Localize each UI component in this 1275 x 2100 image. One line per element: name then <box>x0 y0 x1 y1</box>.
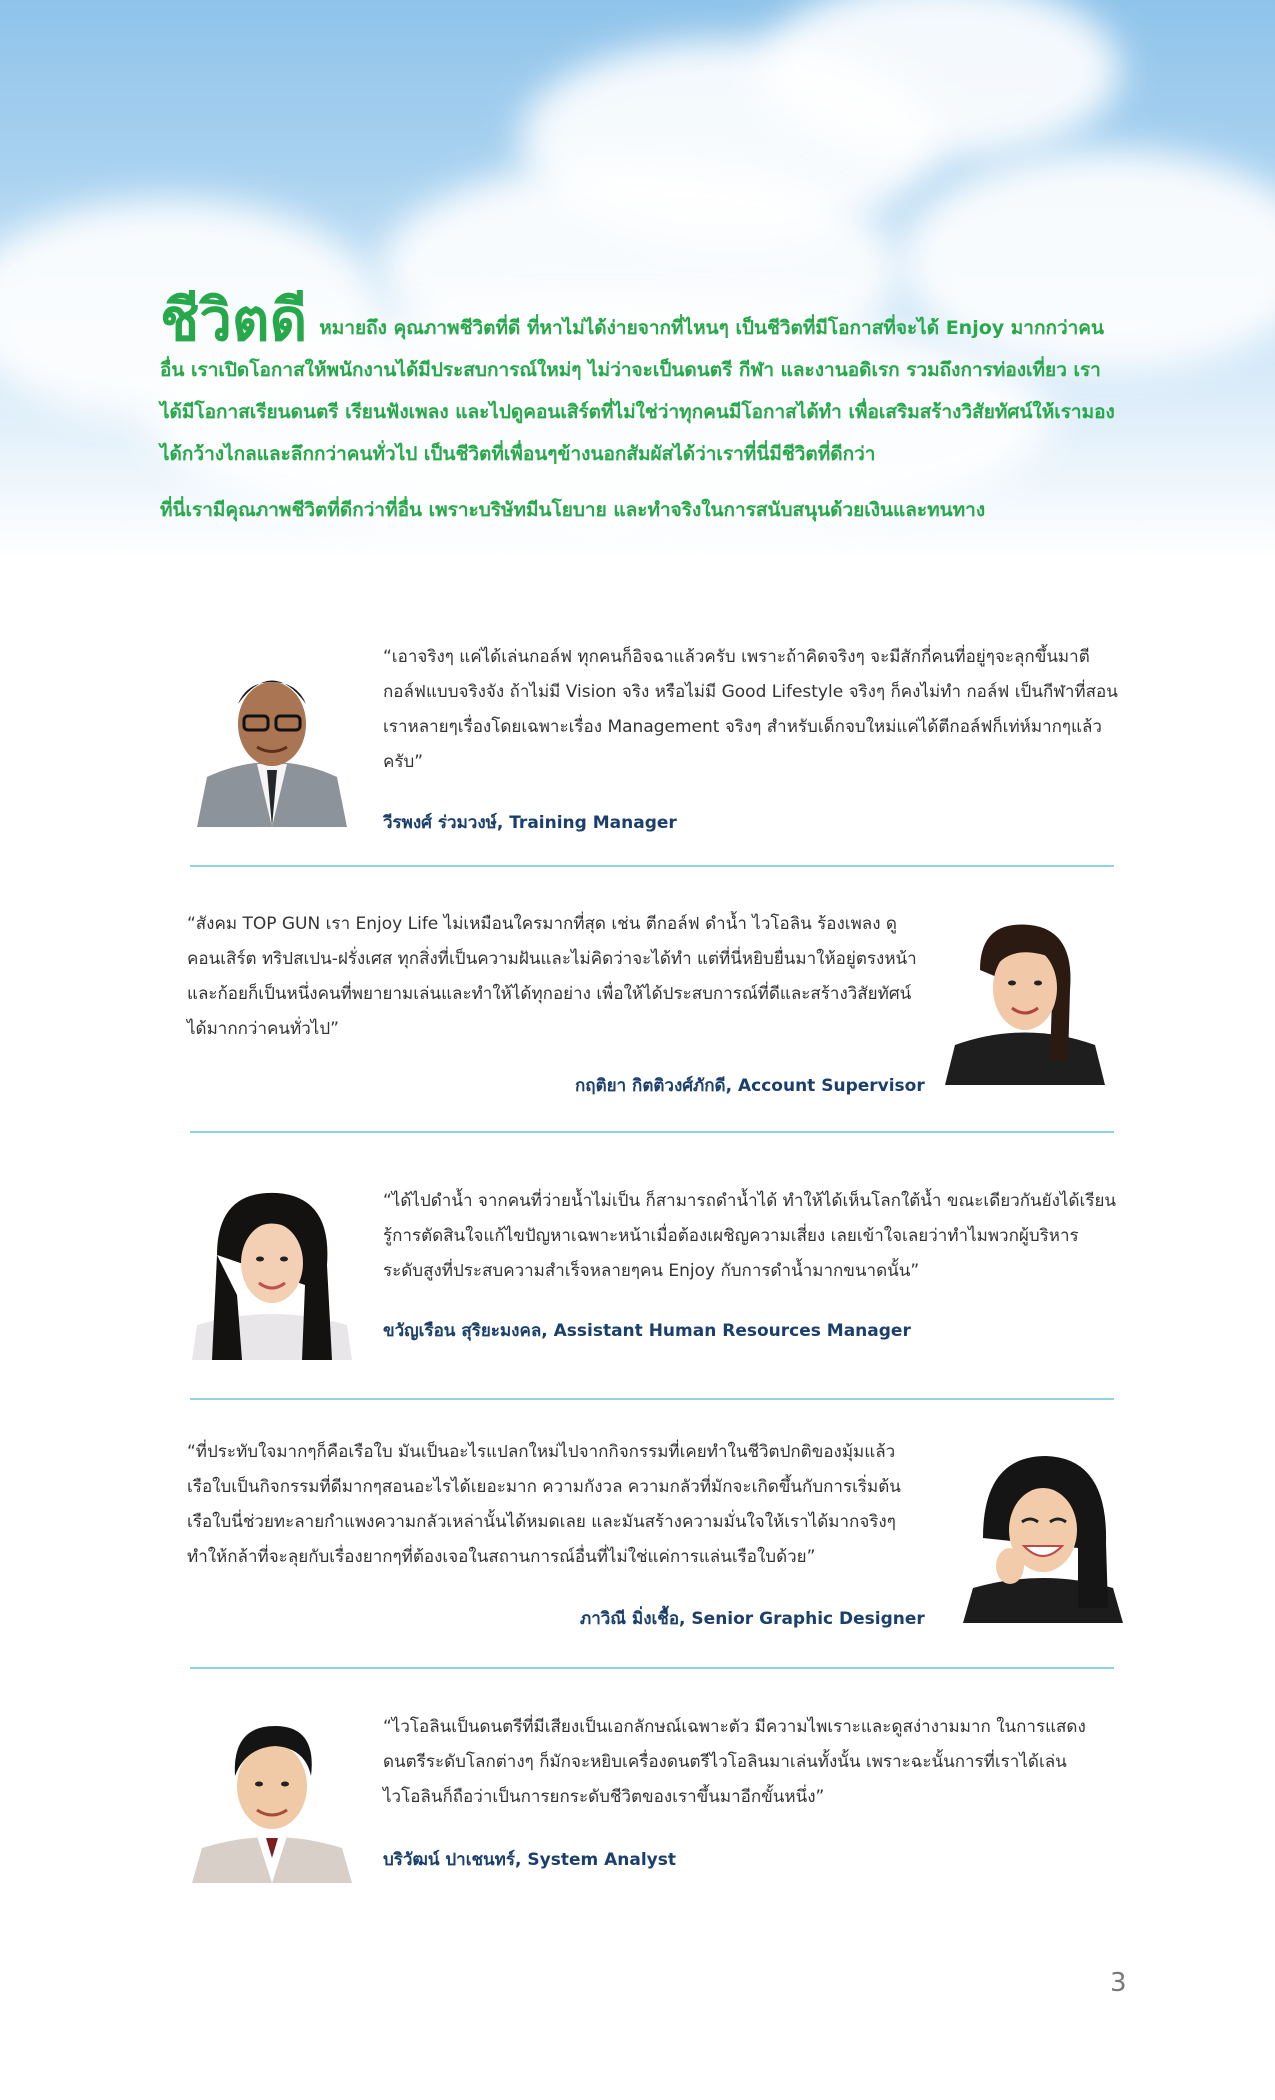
intro-text-1: หมายถึง คุณภาพชีวิตที่ดี ที่หาไม่ได้ง่ายจากที่ไหนๆ เป็นชีวิตที่มีโอกาสที่จะได้ Enjoy มากกว่าคนอื่น เราเปิดโอกาสให้พนักงานได้มีประสบการณ์ใหม่ๆ ไม่ว่าจะเป็นดนตรี กีฬา และงานอดิเรก รวมถึงการท่องเที่ยว เราได้มีโอกาสเรียนดนตรี เรียนฟังเพลง และไปดูคอนเสิร์ตที่ไม่ใช่ว่าทุกคนมีโอกาสได้ทำ เพื่อเสริมสร้างวิสัยทัศน์ให้เรามองได้กว้างไกลและลึกกว่าคนทั่วไป เป็นชีวิตที่เพื่อนๆข้างนอกสัมผัสได้ว่าเราที่นี่มีชีวิตที่ดีกว่า <box>160 317 1115 465</box>
quote-3: “ได้ไปดำน้ำ จากคนที่ว่ายน้ำไม่เป็น ก็สามารถดำน้ำได้ ทำให้ได้เห็นโลกใต้น้ำ ขณะเดียวกันยังได้เรียนรู้การตัดสินใจแก้ไขปัญหาเฉพาะหน้าเมื่อต้องเผชิญความเสี่ยง เลยเข้าใจเลยว่าทำไมพวกผู้บริหารระดับสูงที่ประสบความสำเร็จหลายๆคน Enjoy กับการดำน้ำมากขนาดนั้น” <box>383 1191 1117 1281</box>
author-1: วีรพงศ์ ร่วมวงษ์, Training Manager <box>383 813 677 833</box>
photo-hr-manager <box>187 1185 357 1360</box>
author-3: ขวัญเรือน สุริยะมงคล, Assistant Human Resources Manager <box>383 1321 911 1341</box>
page-title: ชีวิตดี <box>160 286 308 354</box>
quote-4: “ที่ประทับใจมากๆก็คือเรือใบ มันเป็นอะไรแปลกใหม่ไปจากกิจกรรมที่เคยทำในชีวิตปกติของมุ้มแล้ว เรือใบเป็นกิจกรรมที่ดีมากๆสอนอะไรได้เยอะมาก ความกังวล ความกลัวที่มักจะเกิดขึ้นกับการเริ่มต้น เรือใบนี่ช่วยทะลายกำแพงความกลัวเหล่านั้นได้หมดเลย และมันสร้างความมั่นใจให้เราได้มากจริงๆ ทำให้กล้าที่จะลุยกับเรื่องยากๆที่ต้องเจอในสถานการณ์อื่นที่ไม่ใช่แค่การแล่นเรือใบด้วย” <box>187 1442 901 1567</box>
photo-graphic-designer <box>958 1448 1128 1623</box>
photo-training-manager <box>187 652 357 827</box>
divider <box>190 865 1114 867</box>
photo-account-supervisor <box>940 910 1110 1085</box>
author-2: กฤติยา กิตติวงศ์ภักดี, Account Supervisor <box>575 1076 925 1096</box>
divider <box>190 1667 1114 1669</box>
quote-1: “เอาจริงๆ แค่ได้เล่นกอล์ฟ ทุกคนก็อิจฉาแล้วครับ เพราะถ้าคิดจริงๆ จะมีสักกี่คนที่อยู่ๆจะลุกขึ้นมาตีกอล์ฟแบบจริงจัง ถ้าไม่มี Vision จริง หรือไม่มี Good Lifestyle จริงๆ ก็คงไม่ทำ กอล์ฟ เป็นกีฬาที่สอนเราหลายๆเรื่องโดยเฉพาะเรื่อง Management จริงๆ สำหรับเด็กจบใหม่แค่ได้ตีกอล์ฟก็เท่ห์มากๆแล้วครับ” <box>383 647 1118 772</box>
author-5: บริวัฒน์ ปาเชนทร์, System Analyst <box>383 1850 677 1870</box>
photo-system-analyst <box>187 1708 357 1883</box>
divider <box>190 1131 1114 1133</box>
divider <box>190 1398 1114 1400</box>
intro-text-2: ที่นี่เรามีคุณภาพชีวิตที่ดีกว่าที่อื่น เพราะบริษัทมีนโยบาย และทำจริงในการสนับสนุนด้วยเงินและทนทาง <box>160 499 986 521</box>
author-4: ภาวิณี มิ่งเชื้อ, Senior Graphic Designer <box>580 1609 925 1629</box>
quote-5: “ไวโอลินเป็นดนตรีที่มีเสียงเป็นเอกลักษณ์เฉพาะตัว มีความไพเราะและดูสง่างามมาก ในการแสดงดนตรีระดับโลกต่างๆ ก็มักจะหยิบเครื่องดนตรีไวโอลินมาเล่นทั้งนั้น เพราะฉะนั้นการที่เราได้เล่นไวโอลินก็ถือว่าเป็นการยกระดับชีวิตของเราขึ้นมาอีกขั้นหนึ่ง” <box>383 1717 1086 1807</box>
intro-section <box>160 286 1120 527</box>
quote-2: “สังคม TOP GUN เรา Enjoy Life ไม่เหมือนใครมากที่สุด เช่น ตีกอล์ฟ ดำน้ำ ไวโอลิน ร้องเพลง ดูคอนเสิร์ต ทริปสเปน-ฝรั่งเศส ทุกสิ่งที่เป็นความฝันและไม่คิดว่าจะได้ทำ แต่ที่นี่หยิบยื่นมาให้อยู่ตรงหน้า และก้อยก็เป็นหนึ่งคนที่พยายามเล่นและทำให้ได้ทุกอย่าง เพื่อให้ได้ประสบการณ์ที่ดีและสร้างวิสัยทัศน์ได้มากกว่าคนทั่วไป” <box>187 914 917 1039</box>
intro-paragraph <box>160 286 1120 475</box>
page-number: 3 <box>1110 1968 1127 1998</box>
